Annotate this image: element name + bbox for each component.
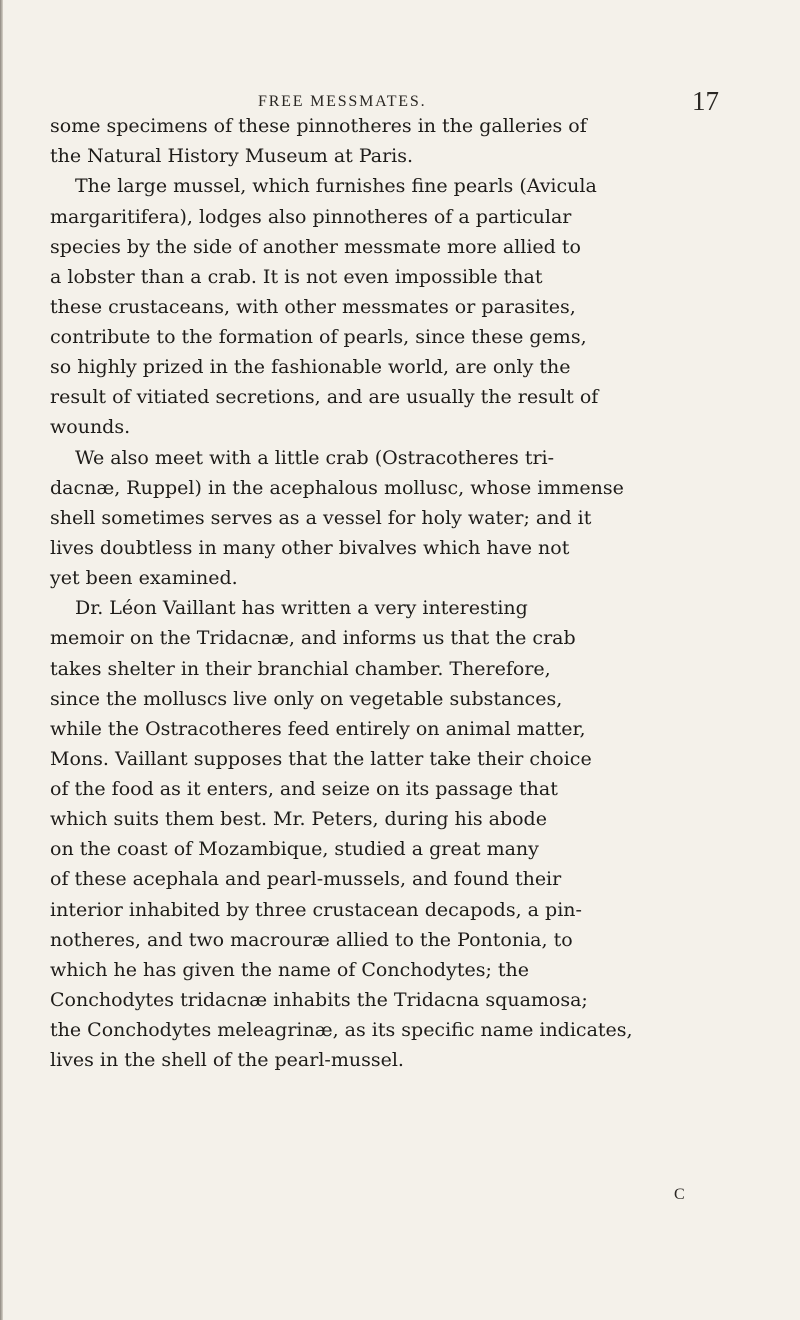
text-line: the Natural History Museum at Paris. — [50, 145, 414, 167]
text-line: margaritifera), lodges also pinnotheres of a particular — [50, 206, 572, 228]
text-line: while the Ostracotheres feed entirely on animal matter, — [50, 718, 586, 740]
text-line: The large mussel, which furnishes fine pearls (Avicula — [75, 175, 597, 197]
text-line: lives in the shell of the pearl-mussel. — [50, 1049, 404, 1071]
text-line: some specimens of these pinnotheres in the galleries of — [50, 115, 587, 137]
text-line: Mons. Vaillant supposes that the latter take their choice — [50, 748, 592, 770]
text-line: of the food as it enters, and seize on its passage that — [50, 778, 558, 800]
text-line: notheres, and two macrouræ allied to the Pontonia, to — [50, 929, 573, 951]
text-line: takes shelter in their branchial chamber. Therefore, — [50, 658, 551, 680]
text-line: which suits them best. Mr. Peters, during his abode — [50, 808, 547, 830]
page-number: 17 — [692, 86, 719, 116]
text-line: We also meet with a little crab (Ostracotheres tri- — [75, 447, 555, 469]
text-line: species by the side of another messmate more allied to — [50, 236, 581, 258]
text-line: since the molluscs live only on vegetable substances, — [50, 688, 563, 710]
text-line: Dr. Léon Vaillant has written a very interesting — [75, 597, 528, 619]
text-line: a lobster than a crab. It is not even impossible that — [50, 266, 543, 288]
text-line: yet been examined. — [50, 567, 238, 589]
text-line: on the coast of Mozambique, studied a great many — [50, 838, 539, 860]
text-line: wounds. — [50, 416, 131, 438]
text-line: result of vitiated secretions, and are usually the result of — [50, 386, 599, 408]
text-line: lives doubtless in many other bivalves which have not — [50, 537, 570, 559]
page-edge-shadow — [0, 0, 3, 1320]
signature-mark: C — [674, 1186, 685, 1203]
text-line: shell sometimes serves as a vessel for holy water; and it — [50, 507, 592, 529]
text-line: dacnæ, Ruppel) in the acephalous mollusc, whose immense — [50, 477, 624, 499]
text-line: these crustaceans, with other messmates or parasites, — [50, 296, 576, 318]
text-line: the Conchodytes meleagrinæ, as its specific name indicates, — [50, 1019, 633, 1041]
text-line: so highly prized in the fashionable world, are only the — [50, 356, 571, 378]
text-line: which he has given the name of Conchodytes; the — [50, 959, 530, 981]
text-line: contribute to the formation of pearls, since these gems, — [50, 326, 587, 348]
text-line: of these acephala and pearl-mussels, and found their — [50, 868, 562, 890]
text-line: interior inhabited by three crustacean decapods, a pin- — [50, 899, 582, 921]
text-line: memoir on the Tridacnæ, and informs us that the crab — [50, 627, 576, 649]
text-line: Conchodytes tridacnæ inhabits the Tridacna squamosa; — [50, 989, 588, 1011]
running-head: FREE MESSMATES. — [258, 93, 427, 110]
